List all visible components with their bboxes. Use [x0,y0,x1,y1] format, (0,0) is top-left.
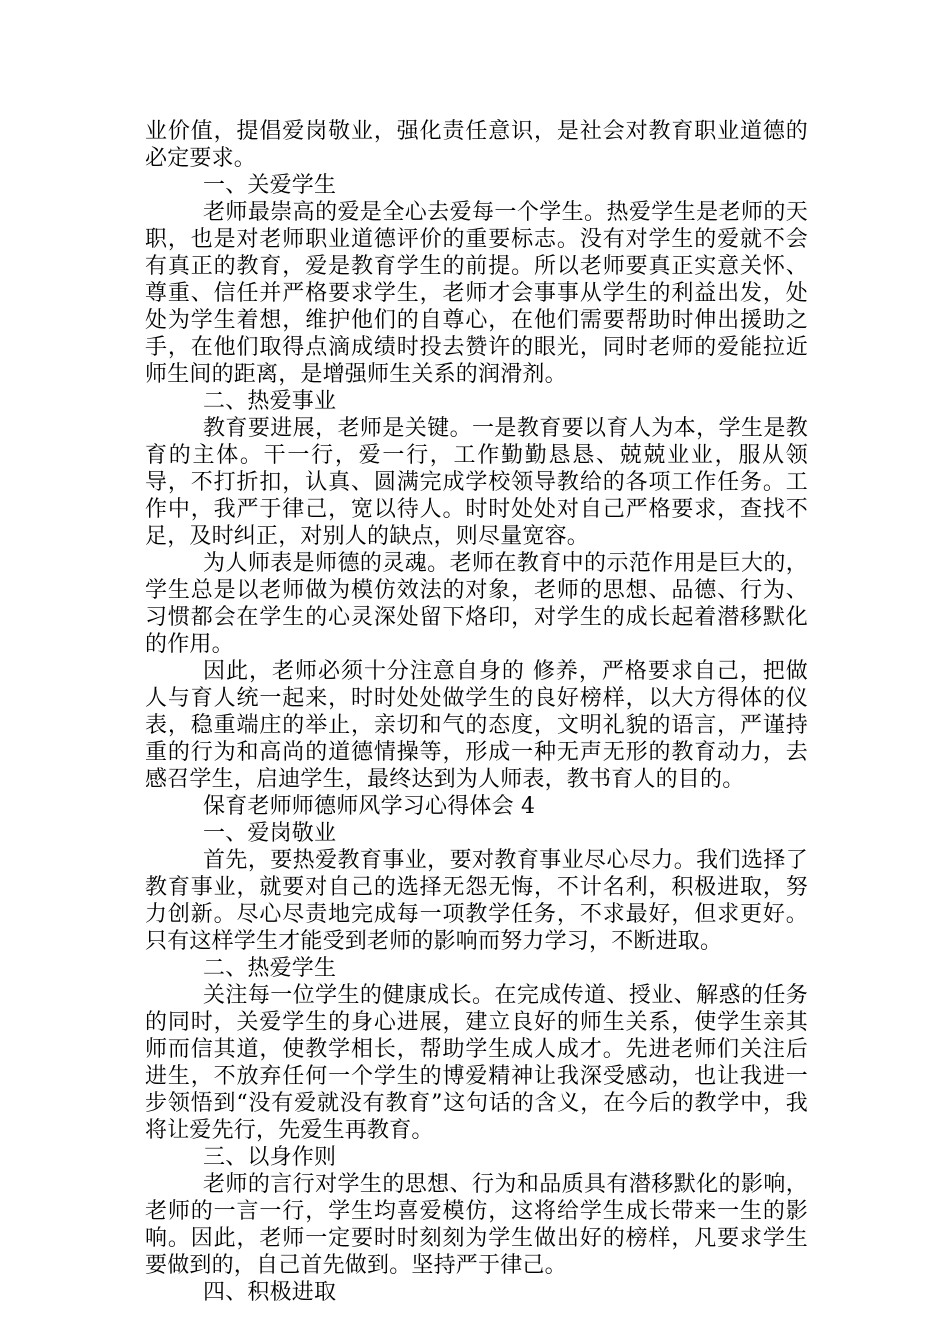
section-heading-love-students: 二、热爱学生 [203,956,337,981]
essay-title-4: 保育老师师德师风学习心得体会 4 [203,794,536,819]
paragraph-dedication: 首先，要热爱教育事业，要对教育事业尽心尽力。我们选择了教育事业，就要对自己的选择无怨无悔，不计名利，积极进取，努力创新。尽心尽责地完成每一项教学任务，不求最好，但求更好。只有这样学生才能受到老师的影响而努力学习，不断进取。 [145,848,808,954]
paragraph-love-career: 教育要进展，老师是关键。一是教育要以育人为本，学生是教育的主体。干一行，爱一行，工作勤勤恳恳、兢兢业业，服从领导，不打折扣，认真、圆满完成学校领导教给的各项工作任务。工作中，我严于律己，宽以待人。时时处处对自己严格要求，查找不足，及时纠正，对别人的缺点，则尽量宽容。 [145,416,808,549]
paragraph-care-students: 老师最崇高的爱是全心去爱每一个学生。热爱学生是老师的天职，也是对老师职业道德评价的重要标志。没有对学生的爱就不会有真正的教育，爱是教育学生的前提。所以老师要真正实意关怀、尊重、信任并严格要求学生，老师才会事事从学生的利益出发，处处为学生着想，维护他们的自尊心，在他们需要帮助时伸出援助之手，在他们取得点滴成绩时投去赞许的眼光，同时老师的爱能拉近师生间的距离，是增强师生关系的润滑剂。 [145,200,808,387]
section-heading-love-career: 二、热爱事业 [203,389,337,414]
section-heading-dedication: 一、爱岗敬业 [203,821,337,846]
section-heading-care-students: 一、关爱学生 [203,173,337,198]
paragraph-self-cultivation: 因此，老师必须十分注意自身的 修养，严格要求自己，把做人与育人统一起来，时时处处做学生的良好榜样，以大方得体的仪表，稳重端庄的举止，亲切和气的态度，文明礼貌的语言，严谨持重的行为和高尚的道德情操等，形成一种无声无形的教育动力，去感召学生，启迪学生，最终达到为人师表，教书育人的目的。 [145,659,808,792]
paragraph-continuation: 业价值，提倡爱岗敬业，强化责任意识，是社会对教育职业道德的必定要求。 [145,119,808,171]
section-heading-lead-by-example: 三、以身作则 [203,1145,337,1170]
paragraph-role-model: 为人师表是师德的灵魂。老师在教育中的示范作用是巨大的，学生总是以老师做为模仿效法的对象，老师的思想、品德、行为、习惯都会在学生的心灵深处留下烙印，对学生的成长起着潜移默化的作用。 [145,551,808,657]
document-body [145,118,808,1306]
section-heading-progress: 四、积极进取 [203,1280,337,1305]
paragraph-love-students: 关注每一位学生的健康成长。在完成传道、授业、解惑的任务的同时，关爱学生的身心进展，建立良好的师生关系，使学生亲其师而信其道，使教学相长，帮助学生成人成才。先进老师们关注后进生，不放弃任何一个学生的博爱精神让我深受感动，也让我进一步领悟到“没有爱就没有教育”这句话的含义，在今后的教学中，我将让爱先行，先爱生再教育。 [145,983,808,1143]
paragraph-lead-by-example: 老师的言行对学生的思想、行为和品质具有潜移默化的影响，老师的一言一行，学生均喜爱模仿，这将给学生成长带来一生的影响。因此，老师一定要时时刻刻为学生做出好的榜样，凡要求学生要做到的，自己首先做到。坚持严于律己。 [145,1172,808,1278]
